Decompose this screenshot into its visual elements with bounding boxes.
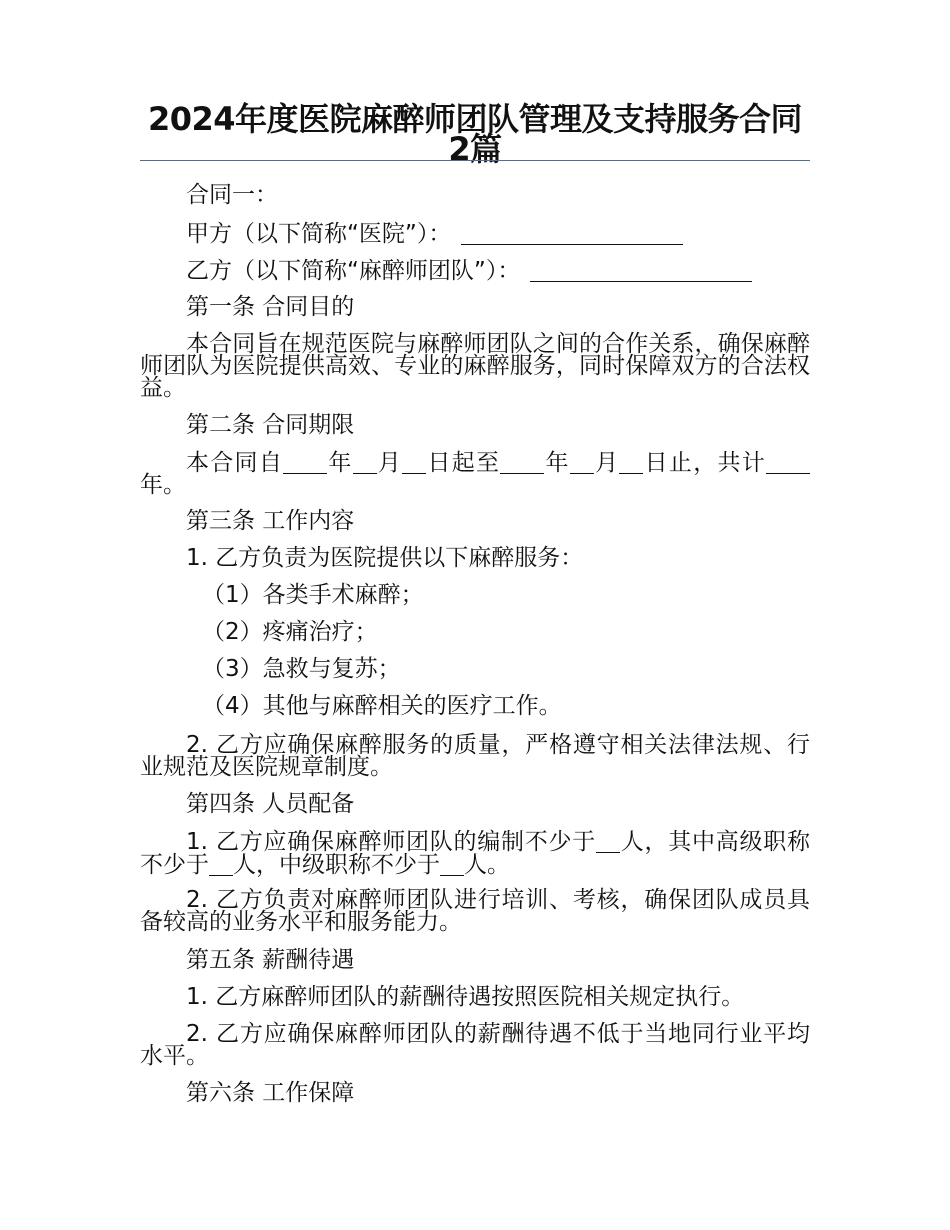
- article-5-item-1: 1. 乙方麻醉师团队的薪酬待遇按照医院相关规定执行。: [186, 984, 745, 1010]
- article-2-heading: 第二条 合同期限: [186, 412, 355, 438]
- middle-count-blank[interactable]: [440, 853, 464, 876]
- term-text-5: 年: [544, 450, 570, 476]
- term-text-4: 日起至: [426, 450, 501, 476]
- service-item-3: （3）急救与复苏；: [202, 656, 401, 682]
- article-3-item-1: 1. 乙方负责为医院提供以下麻醉服务：: [186, 545, 584, 571]
- article-5-item-2: 2. 乙方应确保麻醉师团队的薪酬待遇不低于当地同行业平均水平。: [140, 1021, 810, 1069]
- staffing-text-4: 人。: [464, 852, 510, 878]
- document-title: 2024年度医院麻醉师团队管理及支持服务合同2篇: [147, 100, 803, 168]
- team-size-blank[interactable]: [596, 830, 620, 853]
- term-text-2: 年: [327, 450, 353, 476]
- total-years-blank[interactable]: [766, 451, 810, 474]
- staffing-text-1: 1. 乙方应确保麻醉师团队的编制不少于: [186, 829, 596, 855]
- article-1-body: 本合同旨在规范医院与麻醉师团队之间的合作关系，确保麻醉师团队为医院提供高效、专业的麻醉服务，同时保障双方的合法权益。: [140, 331, 810, 401]
- title-underline: [140, 160, 810, 161]
- party-b-label: 乙方（以下简称“麻醉师团队”）：: [186, 258, 521, 284]
- contract-one-heading: 合同一：: [186, 182, 278, 208]
- start-day-blank[interactable]: [402, 451, 426, 474]
- term-text-7: 日止，共计: [643, 450, 767, 476]
- party-b-line: [140, 259, 810, 282]
- article-4-item-2: 2. 乙方负责对麻醉师团队进行培训、考核，确保团队成员具备较高的业务水平和服务能力。: [140, 887, 810, 935]
- article-2-body: [140, 451, 810, 496]
- party-a-label: 甲方（以下简称“医院”）：: [186, 221, 452, 247]
- term-text-6: 月: [593, 450, 620, 476]
- article-1-heading: 第一条 合同目的: [186, 294, 355, 320]
- article-5-heading: 第五条 薪酬待遇: [186, 947, 355, 973]
- article-3-item-2: 2. 乙方应确保麻醉服务的质量，严格遵守相关法律法规、行业规范及医院规章制度。: [140, 732, 810, 780]
- service-item-2: （2）疼痛治疗；: [202, 619, 378, 645]
- end-day-blank[interactable]: [619, 451, 643, 474]
- term-text-8: 年。: [140, 472, 186, 498]
- article-3-heading: 第三条 工作内容: [186, 508, 355, 534]
- start-month-blank[interactable]: [353, 451, 377, 474]
- end-year-blank[interactable]: [500, 451, 544, 474]
- article-4-heading: 第四条 人员配备: [186, 791, 355, 817]
- start-year-blank[interactable]: [283, 451, 327, 474]
- party-b-blank[interactable]: [530, 259, 752, 282]
- end-month-blank[interactable]: [570, 451, 594, 474]
- term-text-1: 本合同自: [186, 450, 284, 476]
- service-item-1: （1）各类手术麻醉；: [202, 582, 424, 608]
- staffing-text-2: 人，其中高级职称不少于: [140, 829, 810, 878]
- senior-count-blank[interactable]: [209, 853, 233, 876]
- article-4-item-1: [140, 830, 810, 876]
- term-text-3: 月: [376, 450, 403, 476]
- article-6-heading: 第六条 工作保障: [186, 1080, 355, 1106]
- party-a-line: [140, 222, 810, 245]
- staffing-text-3: 人，中级职称不少于: [233, 852, 440, 878]
- service-item-4: （4）其他与麻醉相关的医疗工作。: [202, 693, 562, 719]
- party-a-blank[interactable]: [461, 222, 683, 245]
